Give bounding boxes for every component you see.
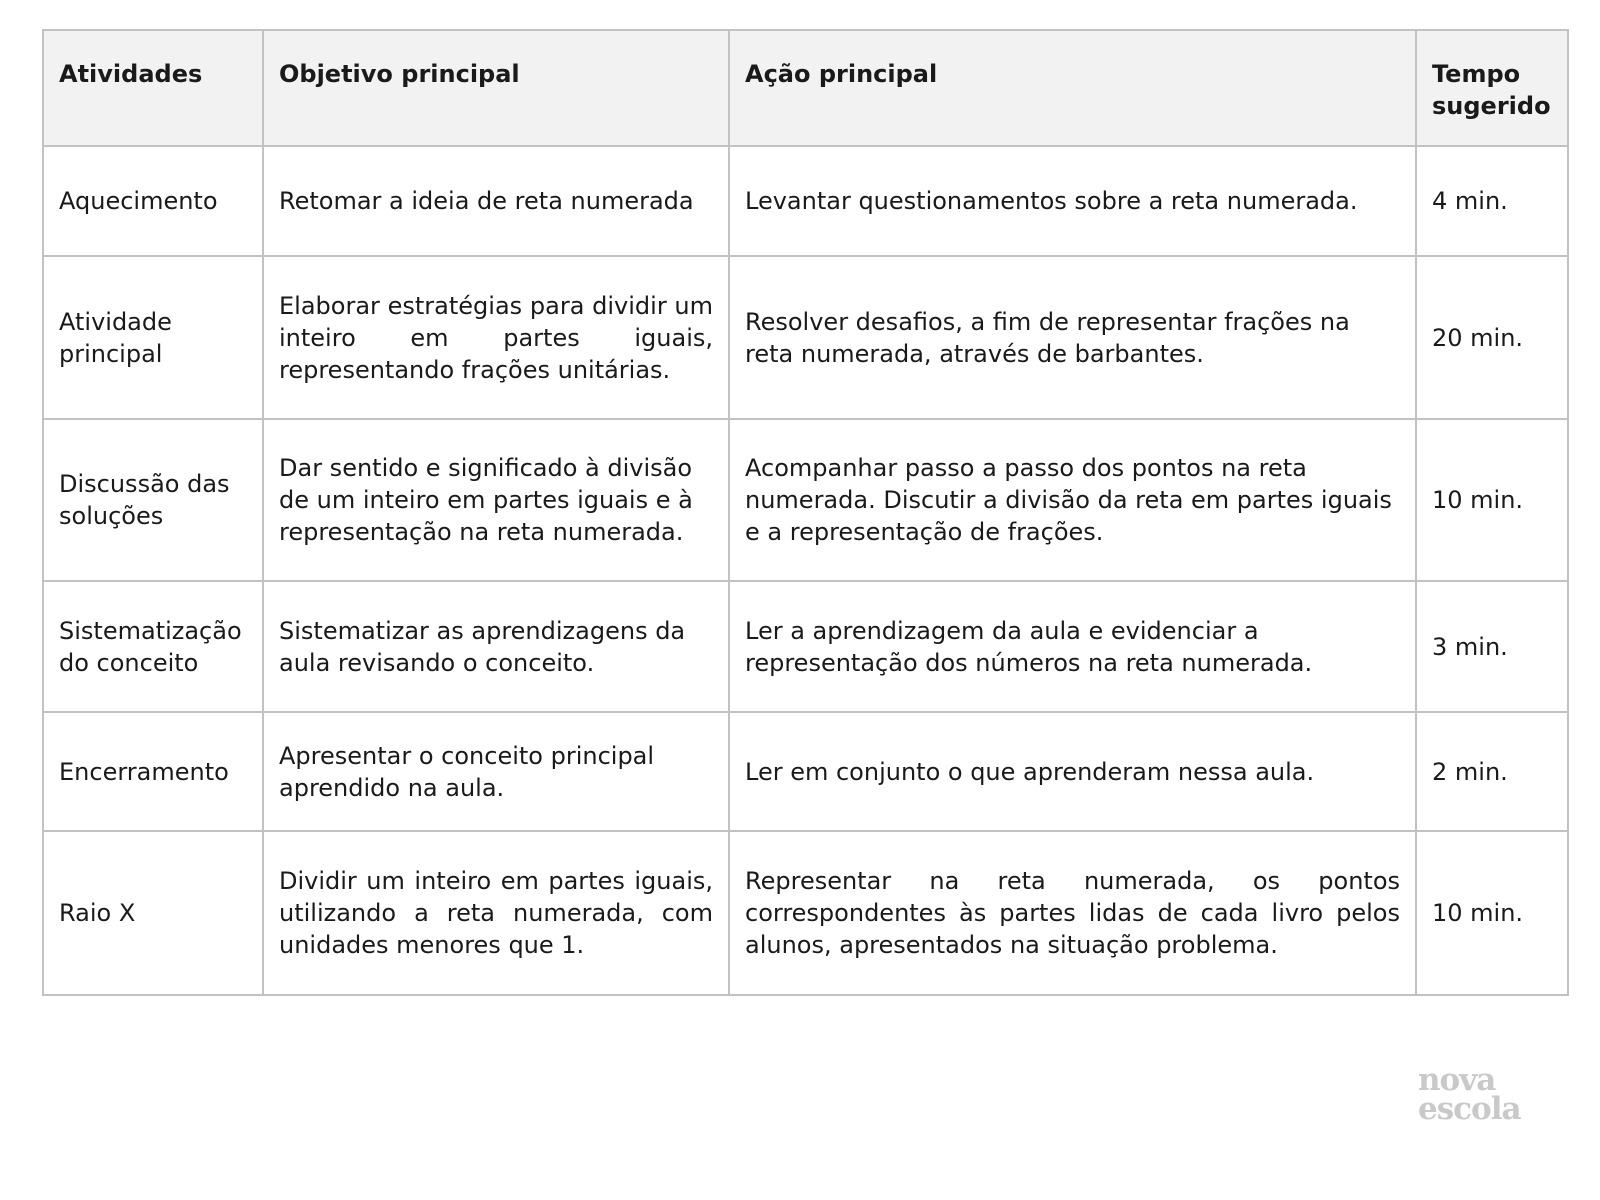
cell-objetivo: Apresentar o conceito principal aprendido na aula. bbox=[263, 712, 729, 831]
table-row bbox=[43, 146, 1568, 256]
cell-tempo: 10 min. bbox=[1416, 831, 1568, 995]
header-atividades: Atividades bbox=[43, 30, 263, 146]
cell-objetivo: Dar sentido e significado à divisão de um inteiro em partes iguais e à representação na reta numerada. bbox=[263, 419, 729, 581]
cell-acao: Ler a aprendizagem da aula e evidenciar a representação dos números na reta numerada. bbox=[729, 581, 1416, 712]
cell-tempo: 2 min. bbox=[1416, 712, 1568, 831]
cell-atividade: Discussão das soluções bbox=[43, 419, 263, 581]
cell-tempo: 10 min. bbox=[1416, 419, 1568, 581]
cell-atividade: Aquecimento bbox=[43, 146, 263, 256]
cell-atividade: Encerramento bbox=[43, 712, 263, 831]
cell-acao: Ler em conjunto o que aprenderam nessa aula. bbox=[729, 712, 1416, 831]
cell-tempo: 4 min. bbox=[1416, 146, 1568, 256]
lesson-plan-table bbox=[42, 29, 1569, 996]
table-row bbox=[43, 581, 1568, 712]
table-row bbox=[43, 712, 1568, 831]
cell-objetivo: Dividir um inteiro em partes iguais, utilizando a reta numerada, com unidades menores que 1. bbox=[263, 831, 729, 995]
table-row bbox=[43, 256, 1568, 419]
cell-acao: Levantar questionamentos sobre a reta numerada. bbox=[729, 146, 1416, 256]
header-acao: Ação principal bbox=[729, 30, 1416, 146]
cell-atividade: Raio X bbox=[43, 831, 263, 995]
nova-escola-logo bbox=[1418, 1062, 1538, 1127]
table-header-row bbox=[43, 30, 1568, 146]
cell-tempo: 3 min. bbox=[1416, 581, 1568, 712]
cell-acao: Resolver desafios, a fim de representar frações na reta numerada, através de barbantes. bbox=[729, 256, 1416, 419]
logo-line-2: escola bbox=[1418, 1091, 1521, 1127]
cell-atividade: Atividade principal bbox=[43, 256, 263, 419]
table-row bbox=[43, 419, 1568, 581]
cell-objetivo: Elaborar estratégias para dividir um inteiro em partes iguais, representando frações unitárias. bbox=[263, 256, 729, 419]
header-tempo: Tempo sugerido bbox=[1416, 30, 1568, 146]
table-row bbox=[43, 831, 1568, 995]
cell-acao: Acompanhar passo a passo dos pontos na reta numerada. Discutir a divisão da reta em partes iguais e a representação de frações. bbox=[729, 419, 1416, 581]
cell-acao: Representar na reta numerada, os pontos correspondentes às partes lidas de cada livro pelos alunos, apresentados na situação problema. bbox=[729, 831, 1416, 995]
header-objetivo: Objetivo principal bbox=[263, 30, 729, 146]
cell-objetivo: Retomar a ideia de reta numerada bbox=[263, 146, 729, 256]
logo-line-1: nova bbox=[1418, 1062, 1496, 1098]
cell-atividade: Sistematização do conceito bbox=[43, 581, 263, 712]
cell-objetivo: Sistematizar as aprendizagens da aula revisando o conceito. bbox=[263, 581, 729, 712]
cell-tempo: 20 min. bbox=[1416, 256, 1568, 419]
